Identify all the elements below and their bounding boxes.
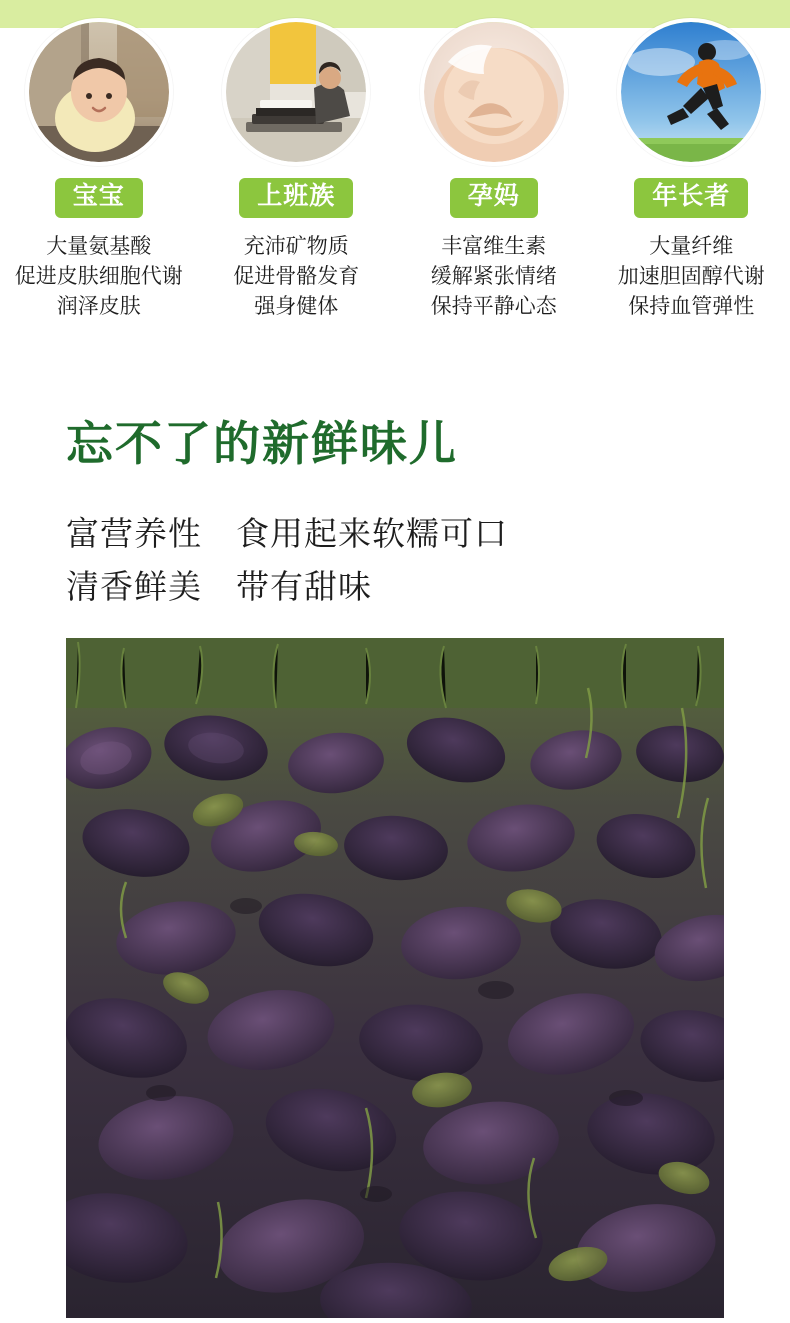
office-worker-photo (222, 18, 370, 166)
audience-benefits-office-worker (233, 232, 359, 323)
audience-card-pregnant (401, 18, 586, 323)
benefit-line: 大量氨基酸 (46, 234, 152, 258)
benefit-line: 丰富维生素 (441, 234, 547, 258)
benefit-line: 保持血管弹性 (628, 295, 755, 319)
audience-benefits-baby (15, 232, 183, 323)
subtitle-line: 清香鲜美 带有甜味 (66, 567, 372, 605)
benefit-line: 保持平静心态 (430, 295, 557, 319)
audience-card-baby (6, 18, 191, 323)
audience-card-elderly (599, 18, 784, 323)
benefit-line: 大量纤维 (649, 234, 734, 258)
audience-benefits-pregnant (431, 232, 557, 323)
benefit-line: 润泽皮肤 (56, 295, 141, 319)
baby-photo (25, 18, 173, 166)
benefit-line: 促进骨骼发育 (233, 264, 360, 288)
benefit-line: 强身健体 (254, 295, 339, 319)
benefit-line: 加速胆固醇代谢 (617, 264, 765, 288)
benefit-line: 充沛矿物质 (243, 234, 349, 258)
pregnant-woman-photo (420, 18, 568, 166)
elderly-runner-photo (617, 18, 765, 166)
audience-badge-baby: 宝宝 (55, 178, 143, 218)
audience-badge-office-worker: 上班族 (239, 178, 353, 218)
subtitle-line: 富营养性 食用起来软糯可口 (66, 515, 508, 552)
section-subtitle (66, 508, 508, 614)
purple-vegetable-field-photo (66, 638, 724, 1318)
audience-card-office-worker (204, 18, 389, 323)
audience-benefits-elderly (618, 232, 765, 323)
benefit-line: 促进皮肤细胞代谢 (14, 264, 183, 288)
section-headline: 忘不了的新鲜味儿 (66, 417, 458, 470)
audience-badge-elderly: 年长者 (634, 178, 748, 218)
audience-benefits-row (0, 18, 790, 323)
audience-badge-pregnant: 孕妈 (450, 178, 538, 218)
benefit-line: 缓解紧张情绪 (430, 264, 557, 288)
